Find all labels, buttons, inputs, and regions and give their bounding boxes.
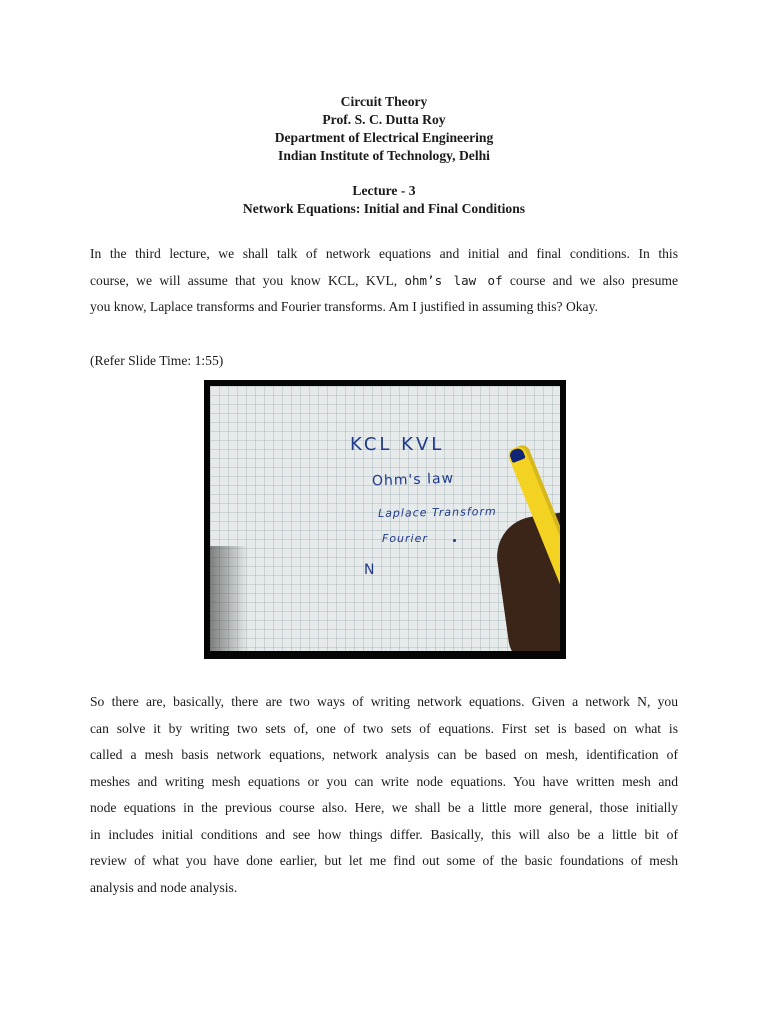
body-line: node equations in the previous course also. Here, we shall be a little more general, those initially xyxy=(90,800,678,815)
professor-name: Prof. S. C. Dutta Roy xyxy=(322,112,446,127)
lecture-slide-image xyxy=(204,380,566,659)
body-line: review of what you have done earlier, but let me find out some of the basic foundations of mesh xyxy=(90,853,678,868)
handwriting-fourier: Fourier xyxy=(382,532,428,545)
body-line: So there are, basically, there are two ways of writing network equations. Given a network N, you xyxy=(90,694,678,709)
body-line: in includes initial conditions and see how things differ. Basically, this will also be a little bit of xyxy=(90,826,678,842)
department-name: Department of Electrical Engineering xyxy=(274,130,494,145)
handwriting-ohms-law: Ohm's law xyxy=(371,470,455,490)
lecture-heading xyxy=(0,182,768,218)
intro-line: you know, Laplace transforms and Fourier transforms. Am I justified in assuming this? Okay. xyxy=(90,299,598,314)
handwriting-dot xyxy=(453,539,456,542)
institute-name: Indian Institute of Technology, Delhi xyxy=(278,148,490,163)
shadow xyxy=(210,546,248,651)
body-line: meshes and writing mesh equations or you can write node equations. You have written mesh and xyxy=(90,773,678,789)
course-title: Circuit Theory xyxy=(340,94,428,109)
handwriting-laplace: Laplace Transform xyxy=(377,504,497,521)
lecture-number: Lecture - 3 xyxy=(352,183,416,198)
body-line: called a mesh basis network equations, network analysis can be based on mesh, identification of xyxy=(90,747,678,762)
lecture-title: Network Equations: Initial and Final Conditions xyxy=(242,201,526,216)
body-line: can solve it by writing two sets of, one of two sets of equations. First set is based on what is xyxy=(90,720,678,736)
body-paragraph xyxy=(90,689,678,901)
document-header xyxy=(0,93,768,165)
handwriting-kcl-kvl: KCL KVL xyxy=(350,434,445,455)
body-line: analysis and node analysis. xyxy=(90,879,238,895)
intro-mono-text: ohm’s law of xyxy=(404,272,503,288)
intro-line xyxy=(90,268,678,295)
handwriting-n: N xyxy=(364,562,376,578)
intro-text: course and we also presume xyxy=(502,272,678,288)
whiteboard xyxy=(210,386,560,651)
slide-reference: (Refer Slide Time: 1:55) xyxy=(90,353,224,368)
intro-paragraph xyxy=(90,241,678,321)
intro-text: course, we will assume that you know KCL, KVL, xyxy=(90,272,405,288)
intro-line: In the third lecture, we shall talk of network equations and initial and final conditions. In this xyxy=(90,246,678,261)
